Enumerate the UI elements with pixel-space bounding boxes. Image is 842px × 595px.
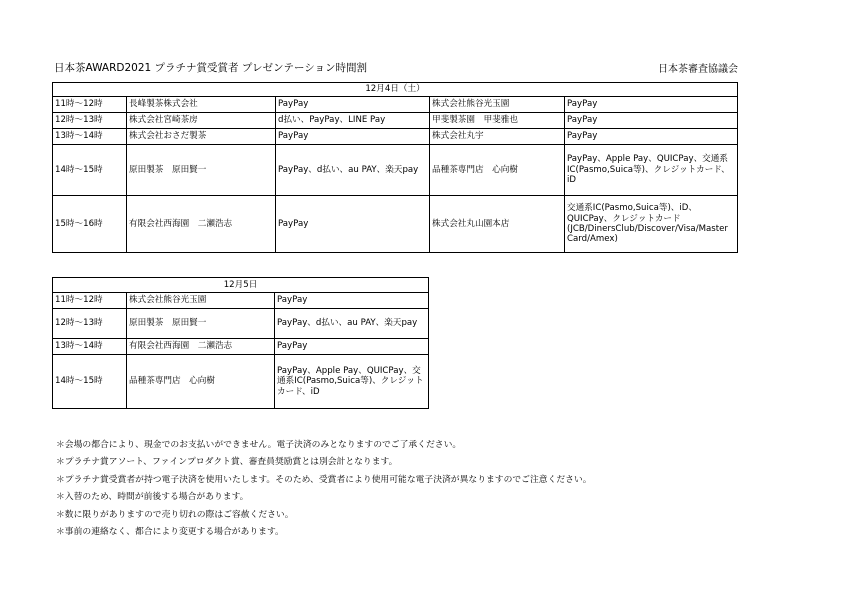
table-row bbox=[53, 355, 429, 409]
vendor-cell: 品種茶専門店 心向樹 bbox=[127, 355, 275, 409]
payment-cell: PayPay、d払い、au PAY、楽天pay bbox=[275, 309, 429, 339]
time-cell: 11時～12時 bbox=[53, 97, 127, 113]
table-row bbox=[53, 129, 738, 145]
payment-cell: PayPay bbox=[276, 97, 430, 113]
vendor-cell: 原田製茶 原田賢一 bbox=[127, 309, 275, 339]
date-caption: 12月5日 bbox=[53, 278, 429, 293]
schedule-table-day1 bbox=[52, 82, 738, 253]
table-row bbox=[53, 145, 738, 196]
note-line: ＊プラチナ賞受賞者が持つ電子決済を使用いたします。そのため、受賞者により使用可能な電子決済が異なりますのでご注意ください。 bbox=[56, 474, 592, 485]
payment-cell: PayPay bbox=[276, 129, 430, 145]
table-row bbox=[53, 196, 738, 253]
vendor-cell: 原田製茶 原田賢一 bbox=[127, 145, 276, 196]
vendor-cell: 株式会社丸山園本店 bbox=[430, 196, 565, 253]
note-line: ＊事前の連絡なく、都合により変更する場合があります。 bbox=[56, 527, 284, 538]
page-header bbox=[54, 60, 738, 76]
vendor-cell: 株式会社丸宇 bbox=[430, 129, 565, 145]
vendor-cell: 有限会社西海園 二瀬浩志 bbox=[127, 339, 275, 355]
time-cell: 12時～13時 bbox=[53, 113, 127, 129]
table-row bbox=[53, 339, 429, 355]
payment-cell: PayPay bbox=[276, 196, 430, 253]
schedule-table-day2 bbox=[52, 277, 429, 409]
time-cell: 13時～14時 bbox=[53, 129, 127, 145]
table-row bbox=[53, 309, 429, 339]
notes-section bbox=[56, 437, 592, 541]
time-cell: 15時～16時 bbox=[53, 196, 127, 253]
payment-cell: PayPay、d払い、au PAY、楽天pay bbox=[276, 145, 430, 196]
payment-cell: PayPay bbox=[565, 113, 738, 129]
vendor-cell: 有限会社西海園 二瀬浩志 bbox=[127, 196, 276, 253]
table-row bbox=[53, 293, 429, 309]
payment-cell: PayPay bbox=[275, 293, 429, 309]
payment-cell: d払い、PayPay、LINE Pay bbox=[276, 113, 430, 129]
vendor-cell: 株式会社おさだ製茶 bbox=[127, 129, 276, 145]
vendor-cell: 株式会社熊谷光玉園 bbox=[430, 97, 565, 113]
vendor-cell: 品種茶専門店 心向樹 bbox=[430, 145, 565, 196]
table-row bbox=[53, 97, 738, 113]
table-row bbox=[53, 113, 738, 129]
payment-cell: PayPay、Apple Pay、QUICPay、交通系IC(Pasmo,Suica等)、クレジットカード、iD bbox=[565, 145, 738, 196]
note-line: ＊プラチナ賞アソート、ファインプロダクト賞、審査員奨励賞とは別会計となります。 bbox=[56, 457, 398, 468]
time-cell: 11時～12時 bbox=[53, 293, 127, 309]
organization-name: 日本茶審査協議会 bbox=[658, 64, 738, 75]
note-line: ＊会場の都合により、現金でのお支払いができません。電子決済のみとなりますのでご了承ください。 bbox=[56, 440, 462, 450]
payment-cell: PayPay bbox=[565, 97, 738, 113]
payment-cell: 交通系IC(Pasmo,Suica等)、iD、QUICPay、クレジットカード(JCB/DinersClub/Discover/Visa/Master Card/Amex) bbox=[565, 196, 738, 253]
page-title: 日本茶AWARD2021 プラチナ賞受賞者 プレゼンテーション時間割 bbox=[54, 62, 368, 74]
payment-cell: PayPay、Apple Pay、QUICPay、交通系IC(Pasmo,Suica等)、クレジットカード、iD bbox=[275, 355, 429, 409]
vendor-cell: 長峰製茶株式会社 bbox=[127, 97, 276, 113]
time-cell: 14時～15時 bbox=[53, 355, 127, 409]
date-caption: 12月4日（土） bbox=[53, 83, 738, 97]
note-line: ＊入替のため、時間が前後する場合があります。 bbox=[56, 492, 249, 503]
note-line: ＊数に限りがありますので売り切れの際はご容赦ください。 bbox=[56, 509, 294, 520]
time-cell: 14時～15時 bbox=[53, 145, 127, 196]
vendor-cell: 甲斐製茶園 甲斐雅也 bbox=[430, 113, 565, 129]
time-cell: 13時～14時 bbox=[53, 339, 127, 355]
time-cell: 12時～13時 bbox=[53, 309, 127, 339]
payment-cell: PayPay bbox=[565, 129, 738, 145]
payment-cell: PayPay bbox=[275, 339, 429, 355]
vendor-cell: 株式会社宮崎茶房 bbox=[127, 113, 276, 129]
vendor-cell: 株式会社熊谷光玉園 bbox=[127, 293, 275, 309]
